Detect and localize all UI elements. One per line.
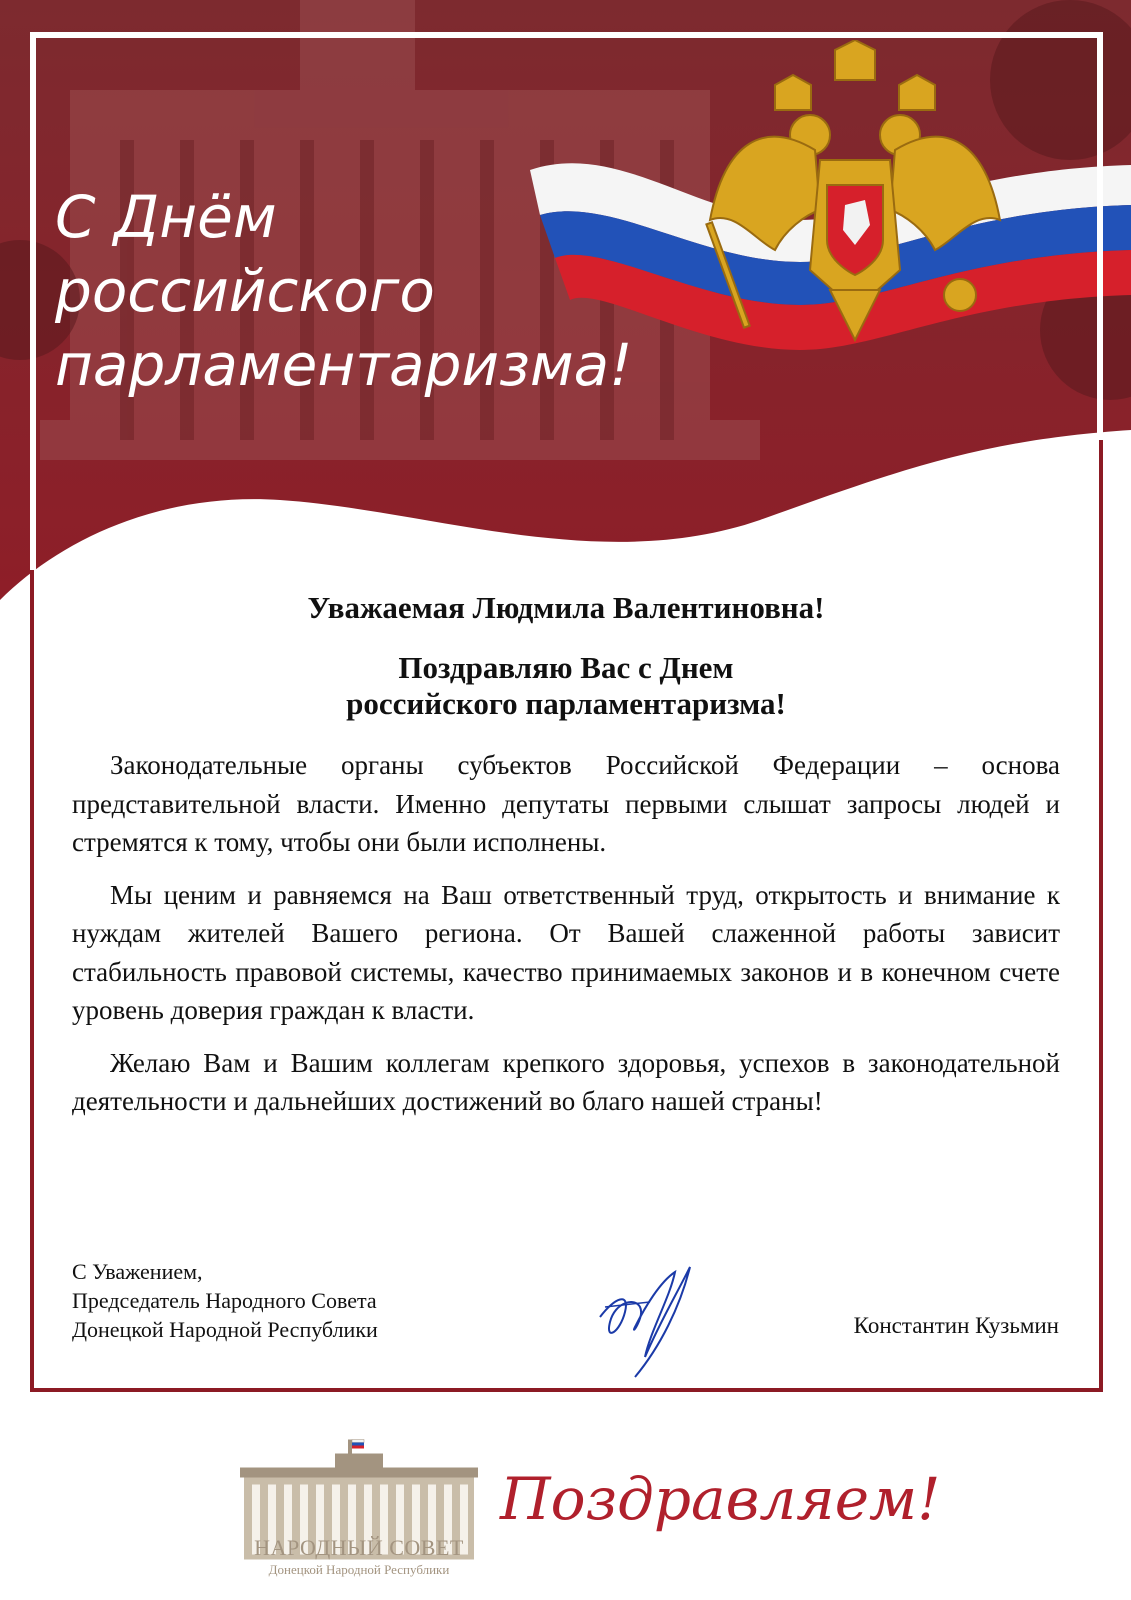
signer-name: Константин Кузьмин	[853, 1313, 1059, 1338]
frame-line-bottom	[30, 1388, 1103, 1392]
subtitle-line: российского парламентаризма!	[346, 686, 786, 721]
closing-line: С Уважением,	[72, 1259, 203, 1284]
frame-left-border	[30, 32, 36, 592]
letter-paragraph: Законодательные органы субъектов Российской Федерации – основа представительной власти. Именно депутаты первыми слышат запросы людей и стремятся к тому, чтобы они были исполнены.	[72, 750, 1060, 857]
letter-body	[72, 590, 1060, 1135]
signature-closing	[72, 1257, 378, 1344]
congratulations-script: Поздравляем!	[500, 1465, 941, 1533]
headline	[55, 180, 755, 402]
headline-line: парламентаризма!	[55, 331, 633, 399]
handwritten-signature	[590, 1262, 700, 1382]
frame-right-border	[1097, 32, 1103, 452]
logo-subtitle: Донецкой Народной Республики	[268, 1562, 450, 1577]
frame-line-left	[30, 570, 34, 1392]
frame-top-border	[30, 32, 1103, 38]
closing-line: Председатель Народного Совета	[72, 1288, 377, 1313]
letter-subtitle	[72, 650, 1060, 722]
headline-line: российского	[55, 257, 435, 325]
logo-title: НАРОДНЫЙ СОВЕТ	[254, 1535, 464, 1560]
greeting: Уважаемая Людмила Валентиновна!	[307, 590, 825, 625]
headline-line: С Днём	[55, 183, 277, 251]
frame-line-right	[1099, 440, 1103, 1392]
coat-of-arms-icon	[705, 40, 1005, 360]
closing-line: Донецкой Народной Республики	[72, 1317, 378, 1342]
subtitle-line: Поздравляю Вас с Днем	[398, 650, 734, 685]
letter-paragraph: Желаю Вам и Вашим коллегам крепкого здоровья, успехов в законодательной деятельности и дальнейших достижений во благо нашей страны!	[72, 1047, 1060, 1116]
letter-paragraph: Мы ценим и равняемся на Ваш ответственный труд, открытость и внимание к нуждам жителей Вашего региона. От Вашей слаженной работы зависит стабильность правовой системы, качество принимаемых законов и в конечном счете уровень доверия граждан к власти.	[72, 879, 1060, 1025]
